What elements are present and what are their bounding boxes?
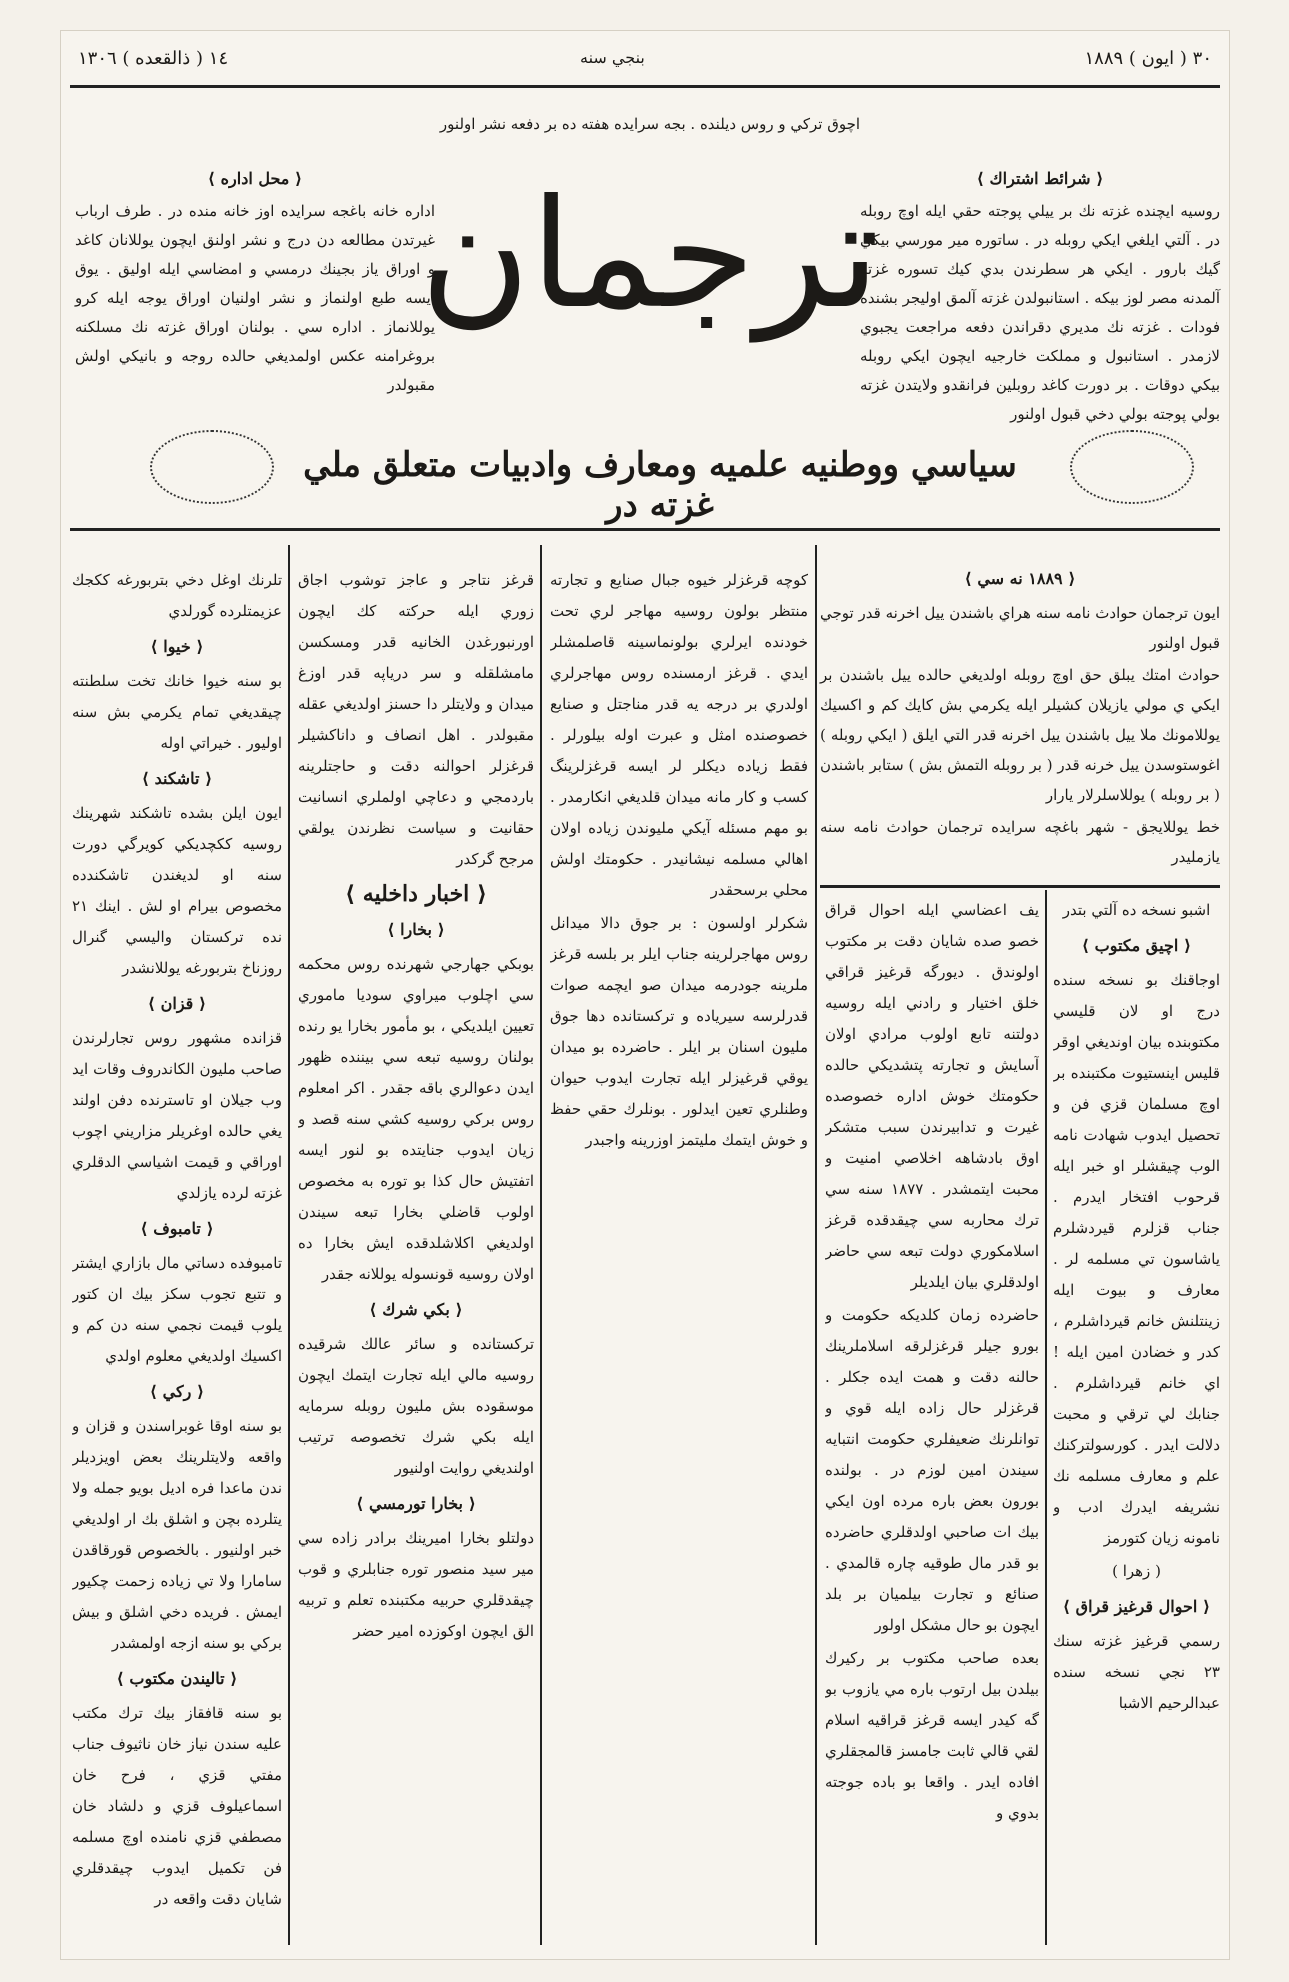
section-heading: ⟨ تاشكند ⟩ [72, 763, 282, 794]
article-text: رسمي قرغيز غزته سنك ٢٣ نجي نسخه سنده عبدالرحيم الاشبا [1053, 1632, 1220, 1712]
column-5 [1053, 895, 1220, 1940]
article-text: تامبوفده دساتي مال بازاري ايشتر و تتبع تجوب سكز بيك ان كتور يلوب قيمت نجمي سنه دن كم و اكسيك اولديغي معلوم اولدي [72, 1254, 282, 1365]
subscription-box [860, 160, 1220, 431]
article-text: تلرنك اوغل دخي بتربورغه ككجك عزيمتلرده گورلدي [72, 571, 282, 620]
article-text: اوجاقنك بو نسخه سنده درج او لان قليسي مكتوبنده بيان اونديغي اوقر قليس اينستيوت مكتبنده بر اوچ مسلمان قزي فن و تحصيل ايدوب شهادت نامه الوب چيقشلر او خبر ايله قرحوب افتخار ايدرم . جناب قزلرم قيردشلرم ياشاسون تي مسلمه لر . معارف و بيوت ايله زينتلنش خانم قيرداشلرم ، كدر و خضادن امين ايله ! اي خانم قيرداشلرم . جنابك لي ترقي و محبت دلالت ايدر . كورسولتركنك علم و معارف مسلمه نك نشريفه ايدرك ادب و نامونه زيان كتورمز [1053, 971, 1220, 1547]
column-2 [298, 565, 534, 1940]
section-heading: ⟨ ركي ⟩ [72, 1376, 282, 1407]
admin-box [75, 160, 435, 402]
issue-day: بنجي سنه [580, 48, 645, 67]
ornament-left [150, 430, 274, 504]
signature: ( زهرا ) [1112, 1562, 1161, 1580]
section-heading: ⟨ بخارا ⟩ [298, 914, 534, 945]
article-text: بوبكي جهارجي شهرنده روس محكمه سي اچلوب ميراوي سوديا ماموري تعيين ايلديكي ، بو مأمور بخارا يو رنده بولنان روسيه تبعه سي بيننده ظهور ايدن دعوالري باقه جقدر . اكر امعلوم روس بركي روسيه كشي سنه قصد و زيان ايدوب جنايتده بو لنور ايسه اتفتيش حال كذا بو توره به مخصوص اولوب قاضلي بخارا تبعه سيندن اولديغي اكلاشلدقده ايش بخارا ده اولان روسيه قونسوله يوللانه جقدر [298, 955, 534, 1283]
column-1 [72, 565, 282, 1940]
year-title: ⟨ ١٨٨٩ نه سي ⟩ [820, 564, 1220, 594]
section-heading: ⟨ تاليندن مكتوب ⟩ [72, 1663, 282, 1694]
masthead-subtitle: سياسي ووطنيه علميه ومعارف وادبيات متعلق ملي غزته در [303, 445, 1017, 525]
ornament-right [1070, 430, 1194, 504]
year-line: خط يوللايجق - شهر باغچه سرايده ترجمان حوادث نامه سنه يازمليدر [820, 818, 1220, 866]
newspaper-page [60, 30, 1230, 1960]
article-text: بو سنه قافقاز بيك ترك مكتب عليه سندن نياز خان ناثيوف جناب مفتي قزي ، فرح خان اسماعيلوف قزي و دلشاد خان مصطفي قزي نامنده اوچ مسلمه فن تكميل ايدوب چيقدقلري شايان دقت واقعه در [72, 1704, 282, 1908]
date-hijri: ١٤ ( ذالقعده ) ١٣٠٦ [78, 48, 229, 69]
article-text: ايون ايلن بشده تاشكند شهرينك روسيه ككچديكي كويرگي دورت سنه او لديغندن تاشكندده مخصوص بيرام او لش . اينك ٢١ نده تركستان واليسي گنرال روزناخ بتربورغه يوللانشدر [72, 804, 282, 977]
section-heading: ⟨ اخبار داخليه ⟩ [298, 879, 534, 910]
section-heading: ⟨ بكي شرك ⟩ [298, 1294, 534, 1325]
column-3 [550, 565, 808, 1940]
article-text: حاضرده زمان كلديكه حكومت و بورو جيلر قرغزلرقه اسلاملرينك حالنه دقت و همت ايده جكلر . قرغزلر حال زاده ايله قوي و توانلرنك ضعيفلري حكومت انتبايه سيندن امين لوزم در . بولنده بورون بعض باره مرده اون ايكي بيك ات صاحبي اولدقلري حاضرده بو قدر مال طوقيه چاره قالمدي . صنائع و تجارت بيلميان بر بلد ايچون بو حال مشكل اولور [825, 1306, 1039, 1634]
section-heading: ⟨ تامبوف ⟩ [72, 1213, 282, 1244]
admin-heading: ⟨ محل اداره ⟩ [75, 164, 435, 193]
article-text: شكرلر اولسون : بر جوق دالا ميدانل روس مهاجرلرينه جناب ايلر بر بلسه قرغز ملرينه جودرمه ميدان صو ايچمه صوات قدرلرسه سيرياده و تركستانده دها جوق مليون اسنان بر ايلر . حاضرده بو ميدان يوقي قرغيزلر ايله تجارت ايدوب حيوان وطنلري تعين ايدلور . بونلرك حقي حفظ و خوش ايتمك مليتمز اوزرينه واجبدر [550, 914, 808, 1149]
section-heading: ⟨ خيوا ⟩ [72, 631, 282, 662]
year-rule [820, 885, 1220, 888]
article-text: بو سنه اوقا غوبراسندن و قزان و واقعه ولايتلرينك بعض اويزديلر ندن ماعدا فره اديل بويو جمله ولا يتلرده بچن و اشلق بك ار اولديغي خبر اولنيور . بالخصوص قورقاقدن سامارا ولا تي زياده زحمت چكيور ايمش . فريده دخي اشلق و بيش بركي بو سنه ازجه اولمشدر [72, 1417, 282, 1652]
column-rule [1045, 890, 1047, 1945]
article-text: اشبو نسخه ده آلتي بتدر [1062, 901, 1211, 919]
column-rule [815, 545, 817, 1945]
article-text: يف اعضاسي ايله احوال قراق خصو صده شايان دقت بر مكتوب اولوندق . ديورگه قرغيز قراقي خلق اختيار و رادني ايله روسيه دولتنه تابع اولوب مرادي اولان آسايش و تجارته پتشديكي حالده حكومتك خوش اداره خصوصده غيرت و تدابيرندن سبب متشكر اوق بادشاهه اخلاصي امنيت و محبت ايتمشدر . ١٨٧٧ سنه سي ترك محاربه سي چيقدقده قرغز اسلامكوري دولت تبعه سي حاضر اولدقلري بيان ايلديلر [825, 901, 1039, 1291]
admin-text: اداره خانه باغجه سرايده اوز خانه منده در . طرف ارباب غيرتدن مطالعه دن درج و نشر اولنق ايچون يوللانان كاغد و اوراق ياز بجينك درمسي و امضاسي ايله اوليق . يوق ايسه طبع اولنماز و نشر اولنيان اوراق يوجه ايله كرو يوللانماز . اداره سي . بولنان اوراق غزته نك مسلكنه بروغرامنه عكس اولمديغي حالده روجه و بانيكي اولش مقبولدر [75, 202, 435, 394]
subscription-text: روسيه ايچنده غزته نك بر ييلي پوجته حقي ايله اوچ روبله در . آلتي ايلغي ايكي روبله در . ساتوره مير مورسي بيكي گيك بارور . ايكي هر سطرندن بدي كيك تسوره غزته آلمدنه مصر لوز بيكه . استانبولدن غزته آلمق اوليجر بشنده فودات . غزته نك مديري دقراندن دفعه مراجعت يجبوي لازمدر . استانبول و مملكت خارجيه ايچون ايكي روبله بيكي دوقات . بر دورت كاغد روبلين فرانقدو ولايتدن غزته بولي پوجته بولي دخي قبول اولنور [860, 202, 1220, 423]
article-text: كوچه قرغزلر خيوه جبال صنايع و تجارته منتظر بولون روسيه مهاجر لري تحت خودنده ايرلري بولونماسينه قاصلمشلر ايدي . قرغز ارمسنده روس مهاجرلري اولدري بر درجه يه قدر مناجتل و صنايع خصوصنده امثل و عبرت اوله بيلورلر . فقط زياده ديكلر لر ايسه قرغزلرينگ كسب و كار مانه ميدان قلديغي انكارمدر . بو مهم مسئله آيكي مليوندن زياده اولان اهالي مسلمه نيشانيدر . حكومتك اولش محلي برسحقدر [550, 571, 808, 899]
article-text: بعده صاحب مكتوب بر ركيرك بيلدن بيل ارتوب باره مي يازوب بو گه كيدر ايسه قرغز قراقيه اسلام لقي قالي ثابت جامسز قالمجقلري افاده ايدر . واقعا بو باده جوجته بدوي و [825, 1649, 1039, 1822]
year-line: حوادث امتك يبلق حق اوچ روبله اولديغي حالده ييل باشندن بر ايكي ي مولي يازيلان كشيلر ايله يكرمي بش كايك كم و اكسيك يوللامونك ملا ييل باشندن ييل اخرنه قدر التي ايلق ( ايكي روبله ) اغوستوسدن ييل خرنه قدر ( بر روبله التمش بش ) ستابر باشندن ( بر روبله ) يوللاسلرلار يارار [820, 666, 1220, 804]
article-text: بو سنه خيوا خانك تخت سلطنته چيقديغي تمام يكرمي بش سنه اوليور . خيراتي اوله [72, 672, 282, 752]
column-rule [540, 545, 542, 1945]
year-line: ايون ترجمان حوادث نامه سنه هراي باشندن ييل اخرنه قدر توجي قبول اولنور [820, 604, 1220, 652]
article-text: دولتلو بخارا اميرينك برادر زاده سي مير سيد منصور توره جنابلري و قوب چيقدقلري حربيه مكتبنده تعلم و تربيه الق ايچون اوكوزده امير حضر [298, 1529, 534, 1640]
masthead-title: ترجمان [420, 168, 880, 342]
date-gregorian: ٣٠ ( ايون ) ١٨٨٩ [1084, 48, 1212, 69]
article-text: تركستانده و سائر عالك شرقيده روسيه مالي ايله تجارت ايتمك ايچون موسقوده بش مليون روبله سرمايه ايله بكي شرك تخصوصه ترتيب اولنديغي روايت اولنيور [298, 1335, 534, 1477]
section-heading: ⟨ بخارا تورمسي ⟩ [298, 1488, 534, 1519]
section-heading: ⟨ احوال قرغيز قراق ⟩ [1053, 1591, 1220, 1622]
section-heading: ⟨ اچيق مكتوب ⟩ [1053, 930, 1220, 961]
masthead-rule [70, 528, 1220, 531]
article-text: قرغز نتاجر و عاجز توشوب اجاق زوري ايله حركته كك ايچون اورنبورغدن الخانيه قدر ومسكسن مامشلقله و سر درياپه قدر اوزغ ميدان و ولايتلر دا حسنز اولديغي عقله مقبولدر . اهل انصاف و داناكشيلر قرغزلر احوالنه دقت و حاجتلرينه باردمجي و دعاچي اولملري انسانيت حقانيت و سياست نظرندن يولقي مرجح گركدر [298, 571, 534, 868]
column-4 [825, 895, 1039, 1940]
column-rule [288, 545, 290, 1945]
subscription-heading: ⟨ شرائط اشتراك ⟩ [860, 164, 1220, 193]
notice-line: اچوق تركي و روس ديلنده . بجه سرايده هفته ده بر دفعه نشر اولنور [439, 115, 861, 133]
section-heading: ⟨ قزان ⟩ [72, 988, 282, 1019]
year-notice [820, 560, 1220, 880]
top-rule [70, 85, 1220, 88]
article-text: قزانده مشهور روس تجارلرندن صاحب مليون الكاندروف وقات ايد وب جيلان او تاسترنده دفن اولند يغي حالده اوغريلر مزاريني اچوب اوراقي و قيمت اشياسي الدقلري غزته لرده يازلدي [72, 1029, 282, 1202]
